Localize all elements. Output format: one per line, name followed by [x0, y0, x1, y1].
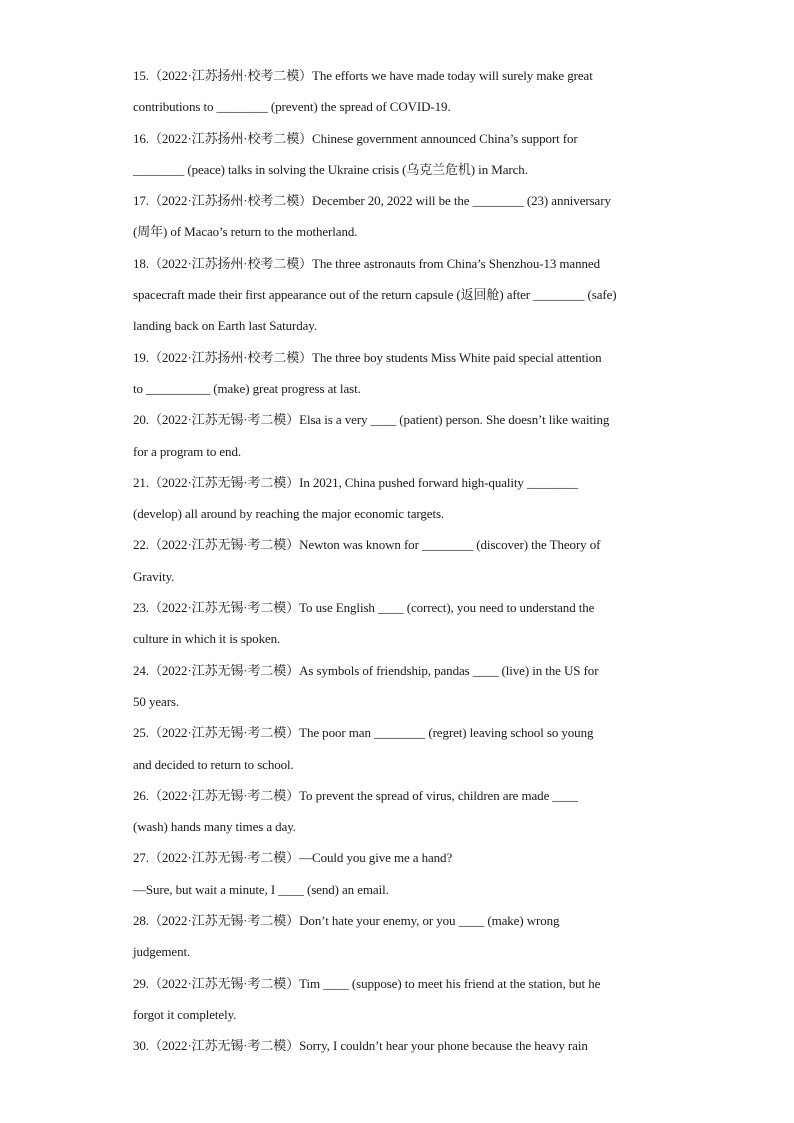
- question-text: Don’t hate your enemy, or you ____ (make) wrong: [299, 913, 560, 929]
- question-text: forgot it completely.: [133, 1006, 237, 1022]
- question-text: (develop) all around by reaching the major economic targets.: [133, 506, 445, 522]
- question-text: spacecraft made their first appearance out of the return capsule (返回舱) after ________ (safe): [133, 287, 617, 303]
- question-continuation-line: [133, 376, 668, 407]
- question-number: 26.: [133, 787, 149, 803]
- question-first-line: [133, 126, 668, 157]
- question-text: Gravity.: [133, 568, 175, 584]
- question-first-line: [133, 63, 668, 94]
- question-text: —Sure, but wait a minute, I ____ (send) an email.: [133, 881, 389, 897]
- question-source: （2022·江苏扬州·校考二模）: [148, 349, 313, 365]
- question-source: （2022·江苏无锡·考二模）: [148, 913, 300, 929]
- question-number: 15.: [133, 68, 149, 83]
- question-number: 29.: [133, 975, 149, 991]
- question-text: judgement.: [133, 944, 191, 960]
- question-first-line: [133, 658, 668, 689]
- question-text: The efforts we have made today will surely make great: [312, 68, 593, 83]
- question-continuation-line: [133, 501, 668, 532]
- question-number: 22.: [133, 537, 149, 553]
- question-text: In 2021, China pushed forward high-quality ________: [299, 474, 579, 490]
- question-text: contributions to ________ (prevent) the spread of COVID-19.: [133, 99, 451, 115]
- question-text: Sorry, I couldn’t hear your phone because the heavy rain: [299, 1038, 588, 1054]
- question-text: —Could you give me a hand?: [299, 850, 453, 866]
- question-text: ________ (peace) talks in solving the Ukraine crisis (乌克兰危机) in March.: [133, 161, 528, 177]
- question-first-line: [133, 720, 668, 751]
- question-continuation-line: [133, 939, 668, 970]
- question-text: As symbols of friendship, pandas ____ (live) in the US for: [299, 662, 599, 678]
- question-first-line: [133, 532, 668, 563]
- question-source: （2022·江苏无锡·考二模）: [148, 537, 300, 553]
- question-number: 28.: [133, 913, 149, 929]
- question-continuation-line: [133, 219, 668, 250]
- question-text: (周年) of Macao’s return to the motherland.: [133, 224, 358, 240]
- question-source: （2022·江苏无锡·考二模）: [148, 975, 300, 991]
- question-number: 23.: [133, 600, 149, 616]
- question-text: landing back on Earth last Saturday.: [133, 318, 318, 334]
- question-continuation-line: [133, 752, 668, 783]
- question-text: Elsa is a very ____ (patient) person. She doesn’t like waiting: [299, 412, 610, 428]
- question-continuation-line: [133, 1002, 668, 1033]
- question-source: （2022·江苏扬州·校考二模）: [148, 130, 313, 146]
- question-text: to __________ (make) great progress at last.: [133, 380, 361, 396]
- question-first-line: [133, 407, 668, 438]
- question-continuation-line: [133, 814, 668, 845]
- question-first-line: [133, 251, 668, 282]
- question-first-line: [133, 908, 668, 939]
- question-number: 19.: [133, 349, 149, 365]
- question-number: 25.: [133, 725, 149, 741]
- question-source: （2022·江苏无锡·考二模）: [148, 787, 300, 803]
- question-source: （2022·江苏无锡·考二模）: [148, 474, 300, 490]
- question-source: （2022·江苏扬州·校考二模）: [148, 68, 313, 83]
- question-number: 24.: [133, 662, 149, 678]
- question-number: 18.: [133, 255, 149, 271]
- question-number: 20.: [133, 412, 149, 428]
- question-first-line: [133, 783, 668, 814]
- question-text: The three astronauts from China’s Shenzhou-13 manned: [312, 255, 600, 271]
- question-continuation-line: [133, 157, 668, 188]
- question-first-line: [133, 345, 668, 376]
- question-text: culture in which it is spoken.: [133, 631, 281, 647]
- question-text: (wash) hands many times a day.: [133, 819, 296, 835]
- question-first-line: [133, 470, 668, 501]
- question-source: （2022·江苏无锡·考二模）: [148, 725, 300, 741]
- question-first-line: [133, 188, 668, 219]
- question-number: 21.: [133, 474, 149, 490]
- question-text: To prevent the spread of virus, children are made ____: [299, 787, 578, 803]
- question-text: and decided to return to school.: [133, 756, 294, 772]
- question-source: （2022·江苏无锡·考二模）: [148, 412, 300, 428]
- question-number: 27.: [133, 850, 149, 866]
- question-first-line: [133, 595, 668, 626]
- question-text: for a program to end.: [133, 443, 242, 459]
- question-continuation-line: [133, 313, 668, 344]
- question-continuation-line: [133, 564, 668, 595]
- question-list: [133, 63, 668, 1065]
- question-text: December 20, 2022 will be the ________ (23) anniversary: [312, 193, 611, 209]
- question-text: Tim ____ (suppose) to meet his friend at the station, but he: [299, 975, 601, 991]
- question-continuation-line: [133, 689, 668, 720]
- question-continuation-line: [133, 94, 668, 125]
- question-continuation-line: [133, 282, 668, 313]
- question-first-line: [133, 971, 668, 1002]
- question-source: （2022·江苏扬州·校考二模）: [148, 193, 313, 209]
- question-text: Newton was known for ________ (discover) the Theory of: [299, 537, 601, 553]
- question-first-line: [133, 845, 668, 876]
- question-source: （2022·江苏无锡·考二模）: [148, 850, 300, 866]
- question-continuation-line: [133, 439, 668, 470]
- question-text: The three boy students Miss White paid special attention: [312, 349, 602, 365]
- question-first-line: [133, 1033, 668, 1064]
- question-number: 17.: [133, 193, 149, 209]
- question-source: （2022·江苏扬州·校考二模）: [148, 255, 313, 271]
- question-source: （2022·江苏无锡·考二模）: [148, 662, 300, 678]
- question-text: 50 years.: [133, 693, 180, 709]
- question-source: （2022·江苏无锡·考二模）: [148, 1038, 300, 1054]
- question-text: Chinese government announced China’s support for: [312, 130, 578, 146]
- question-number: 30.: [133, 1038, 149, 1054]
- question-text: To use English ____ (correct), you need to understand the: [299, 600, 595, 616]
- question-continuation-line: [133, 877, 668, 908]
- question-number: 16.: [133, 130, 149, 146]
- question-text: The poor man ________ (regret) leaving school so young: [299, 725, 594, 741]
- question-continuation-line: [133, 626, 668, 657]
- question-source: （2022·江苏无锡·考二模）: [148, 600, 300, 616]
